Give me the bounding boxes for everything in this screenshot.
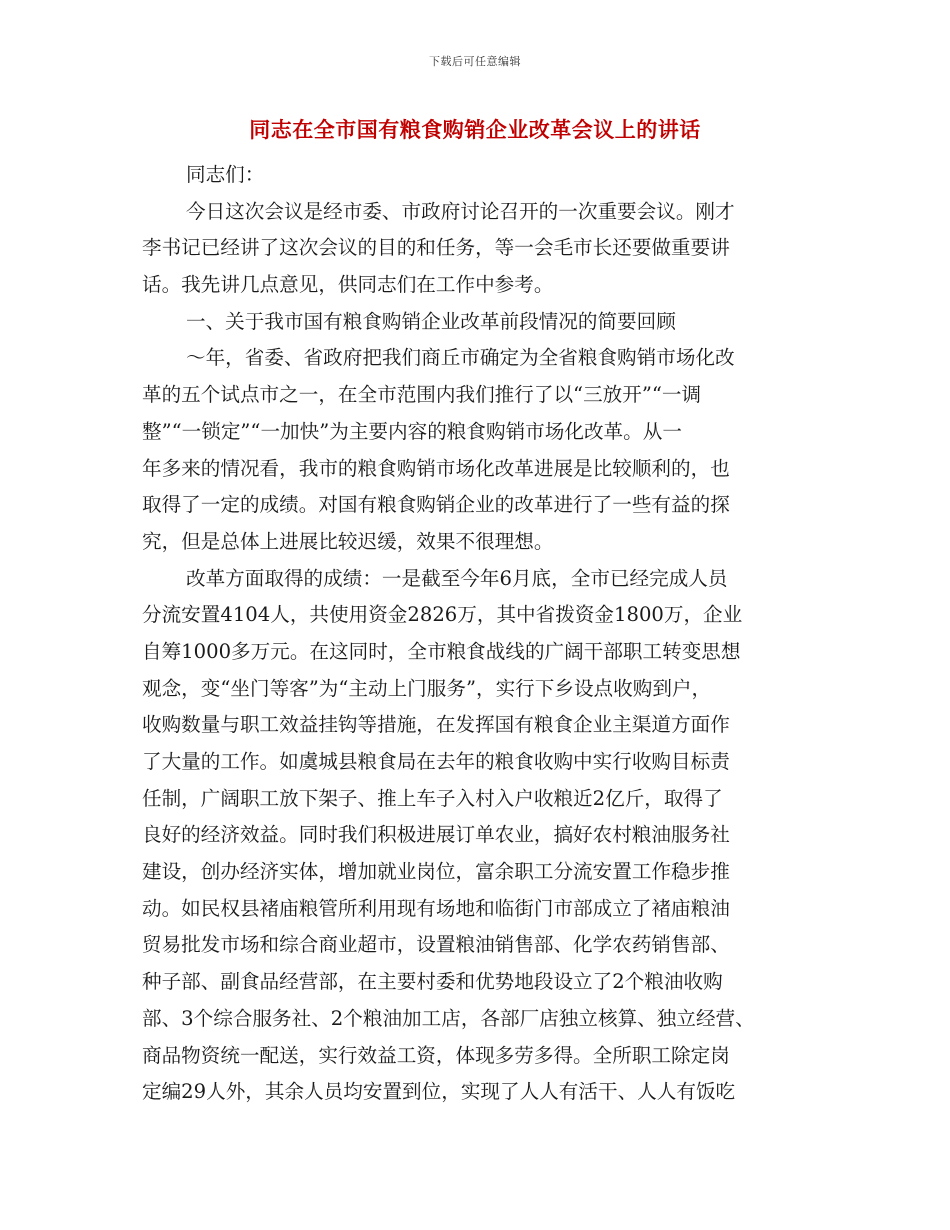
paragraph-line: 观念，变“坐门等客”为“主动上门服务”，实行下乡设点收购到户， bbox=[142, 676, 712, 700]
paragraph-line: 整”“一锁定”“一加快”为主要内容的粮食购销市场化改革。从一 bbox=[142, 419, 682, 443]
paragraph-line: 收购数量与职工效益挂钩等措施，在发挥国有粮食企业主渠道方面作 bbox=[142, 713, 730, 737]
paragraph-line: 种子部、副食品经营部，在主要村委和优势地段设立了2个粮油收购 bbox=[142, 970, 723, 994]
paragraph-line: 今日这次会议是经市委、市政府讨论召开的一次重要会议。刚才 bbox=[186, 199, 735, 223]
paragraph-line: 革的五个试点市之一，在全市范围内我们推行了以“三放开”“一调 bbox=[142, 383, 702, 407]
paragraph-line: 任制，广阔职工放下架子、推上车子入村入户收粮近2亿斤，取得了 bbox=[142, 786, 723, 810]
paragraph-line: 部、3个综合服务社、2个粮油加工店，各部厂店独立核算、独立经营、 bbox=[142, 1006, 755, 1030]
salutation-line: 同志们： bbox=[186, 163, 265, 186]
document-body bbox=[142, 157, 812, 1111]
paragraph-line: 话。我先讲几点意见，供同志们在工作中参考。 bbox=[142, 273, 554, 297]
paragraph-line: 究，但是总体上进展比较迟缓，效果不很理想。 bbox=[142, 529, 554, 553]
paragraph-line: 动。如民权县褚庙粮管所利用现有场地和临街门市部成立了褚庙粮油 bbox=[142, 896, 730, 920]
paragraph-line: 改革方面取得的成绩：一是截至今年6月底，全市已经完成人员 bbox=[186, 566, 728, 590]
paragraph-line: 自筹1000多万元。在这同时，全市粮食战线的广阔干部职工转变思想 bbox=[142, 639, 741, 663]
section-heading: 一、关于我市国有粮食购销企业改革前段情况的简要回顾 bbox=[186, 309, 676, 333]
paragraph-line: ～年，省委、省政府把我们商丘市确定为全省粮食购销市场化改 bbox=[186, 346, 735, 370]
paragraph-line: 定编29人外，其余人员均安置到位，实现了人人有活干、人人有饭吃 bbox=[142, 1080, 736, 1104]
paragraph-line: 良好的经济效益。同时我们积极进展订单农业，搞好农村粮油服务社 bbox=[142, 823, 730, 847]
paragraph-line: 贸易批发市场和综合商业超市，设置粮油销售部、化学农药销售部、 bbox=[142, 933, 730, 957]
paragraph-line: 年多来的情况看，我市的粮食购销市场化改革进展是比较顺利的，也 bbox=[142, 456, 730, 480]
paragraph-line: 建设，创办经济实体，增加就业岗位，富余职工分流安置工作稳步推 bbox=[142, 860, 730, 884]
paragraph-line: 了大量的工作。如虞城县粮食局在去年的粮食收购中实行收购目标责 bbox=[142, 750, 730, 773]
paragraph-line: 李书记已经讲了这次会议的目的和任务，等一会毛市长还要做重要讲 bbox=[142, 236, 730, 260]
document-title: 同志在全市国有粮食购销企业改革会议上的讲话 bbox=[249, 117, 701, 142]
paragraph-line: 分流安置4104人，共使用资金2826万，其中省拨资金1800万，企业 bbox=[142, 603, 743, 627]
paragraph-line: 商品物资统一配送，实行效益工资，体现多劳多得。全所职工除定岗 bbox=[142, 1043, 730, 1067]
page-header: 下载后可任意编辑 bbox=[429, 55, 521, 68]
paragraph-line: 取得了一定的成绩。对国有粮食购销企业的改革进行了一些有益的探 bbox=[142, 493, 730, 517]
